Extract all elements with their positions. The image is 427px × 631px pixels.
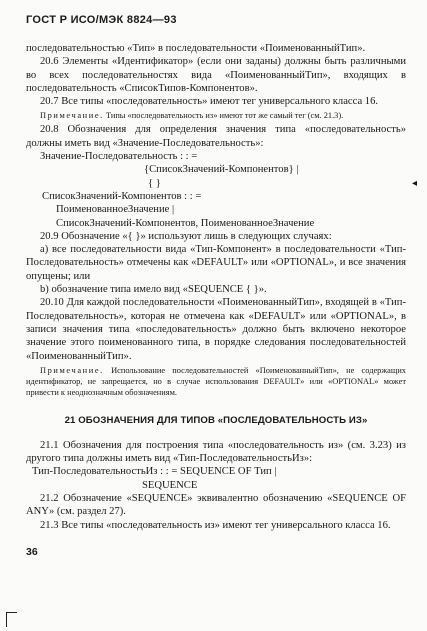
note-1-text: Типы «последовательность из» имеют тот же самый тег (см. 21.3).	[103, 111, 344, 121]
paragraph-20-7: 20.7 Все типы «последовательность» имеют тег универсального класса 16.	[40, 96, 379, 108]
paragraph-20-9-a: а) все последовательности вида «Тип-Компонент» в последовательности «Тип-Последовательность» отмечены как «DEFAULT» или «OPTIONAL», и все значения опущены; или	[26, 244, 406, 282]
code-line: ПоименованноеЗначение |	[56, 204, 175, 216]
code-line: Значение-Последовательность : : =	[40, 151, 198, 163]
margin-mark: ◂	[412, 178, 418, 189]
paragraph-20-9-b: b) обозначение типа имело вид «SEQUENCE { }».	[40, 284, 267, 296]
note-2-text: Использование последовательностей «ПоименованныйТип», не содержащих идентификатор, не запрещается, но в случае использования DEFAULT» или «OPTIONAL» может привести к неоднозначным обозначениям.	[26, 365, 406, 397]
paragraph-20-10: 20.10 Для каждой последовательности «ПоименованныйТип», входящей в «Тип-Последовательность», которая не отмечена как «DEFAULT» или «OPTIONAL», в записи значения типа «последовательность» должно быть включено некоторое значение этого поименованного типа, в порядке следования последовательностей «ПоименованныйТип».	[26, 297, 406, 362]
crop-corner-mark	[6, 612, 17, 627]
note-1-lead: Примечание.	[40, 111, 104, 121]
note-2	[26, 365, 406, 398]
code-line: СписокЗначений-Компонентов, ПоименованноеЗначение	[56, 217, 315, 229]
paragraph-21-3: 21.3 Все типы «последовательность из» имеют тег универсального класса 16.	[40, 519, 391, 531]
code-line: СписокЗначений-Компонентов : : =	[42, 190, 202, 202]
code-line: Тип-ПоследовательностьИз : : = SEQUENCE OF Тип |	[32, 466, 277, 478]
paragraph-21-1: 21.1 Обозначения для построения типа «последовательность из» (см. 3.23) из другого типа должны иметь вид «Тип-ПоследовательностьИз»:	[26, 439, 406, 465]
paragraph-20-9: 20.9 Обозначение «{ }» используют лишь в следующих случаях:	[40, 230, 332, 242]
page-number: 36	[26, 545, 38, 558]
note-1	[26, 110, 406, 121]
paragraph-21-2: 21.2 Обозначение «SEQUENCE» эквивалентно обозначению «SEQUENCE OF ANY» (см. раздел 27).	[26, 493, 406, 518]
running-header: ГОСТ Р ИСО/МЭК 8824—93	[26, 14, 177, 26]
paragraph-20-5-continuation: последовательностью «Тип» в последовательности «ПоименованныйТип».	[26, 43, 366, 54]
section-21-heading: 21 ОБОЗНАЧЕНИЯ ДЛЯ ТИПОВ «ПОСЛЕДОВАТЕЛЬНОСТЬ ИЗ»	[64, 414, 368, 426]
code-line: {СписокЗначений-Компонентов} |	[144, 164, 299, 176]
code-line: SEQUENCE	[142, 479, 198, 491]
note-2-lead: Примечание.	[40, 365, 104, 375]
paragraph-20-8: 20.8 Обозначения для определения значения типа «последовательность» должны иметь вид «Значение-Последовательность»:	[26, 124, 406, 149]
paragraph-20-6: 20.6 Элементы «Идентификатор» (если они заданы) должны быть различными во всех последовательностях вида «ПоименованныйТип», входящих в последовательность «СписокТипов-Компонентов».	[26, 56, 406, 94]
code-line: { }	[148, 177, 161, 189]
document-page	[26, 14, 406, 558]
